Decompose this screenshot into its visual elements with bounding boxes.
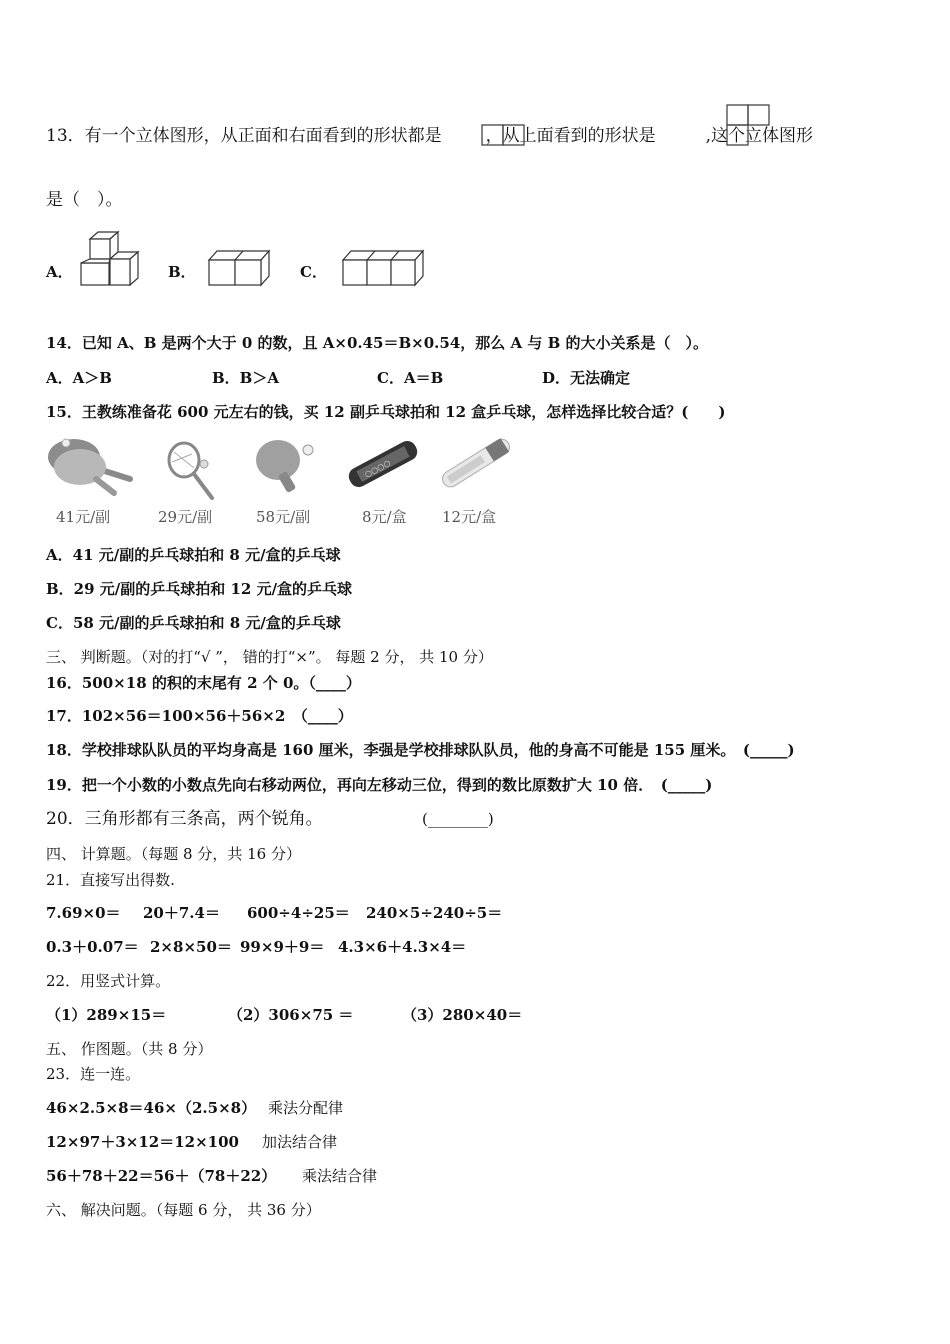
q14-stem: 14．已知 A、B 是两个大于 0 的数，且 A×0.45＝B×0.54，那么 A 与 B 的大小关系是（ ）。 <box>46 334 708 352</box>
cube-figure-b <box>208 250 272 288</box>
price-label-3: 58元/副 <box>256 508 311 526</box>
q13-part1: 13．有一个立体图形，从正面和右面看到的形状都是 <box>46 126 442 146</box>
q18: 18．学校排球队队员的平均身高是 160 厘米，李强是学校排球队队员，他的身高不可能是 155 厘米。 (_____) <box>46 741 795 759</box>
paddle-single-image <box>252 436 324 496</box>
price-label-5: 12元/盒 <box>442 508 497 526</box>
q13-option-c: C． <box>300 263 327 281</box>
q14-option-a: A．A＞B <box>46 369 112 387</box>
q13-line2: 是（ ）。 <box>46 190 123 210</box>
section-3-heading: 三、 判断题。（对的打“√ ”， 错的打“×”。 每题 2 分， 共 10 分） <box>46 648 493 666</box>
ball-tube-light-image <box>436 430 516 496</box>
q23-right-3: 乘法结合律 <box>302 1167 378 1185</box>
q21-r2-c3: 99×9＋9＝ <box>240 938 325 956</box>
q13-part2: ，从上面看到的形状是 <box>485 126 656 146</box>
q23-left-1: 46×2.5×8＝46×（2.5×8） <box>46 1099 257 1117</box>
top-view-figure <box>726 104 770 146</box>
q14-option-c: C．A＝B <box>377 369 444 387</box>
price-label-4: 8元/盒 <box>362 508 407 526</box>
q23-left-3: 56＋78＋22＝56＋（78＋22） <box>46 1167 277 1185</box>
section-6-heading: 六、 解决问题。（每题 6 分， 共 36 分） <box>46 1201 321 1219</box>
q22-item-1: （1）289×15＝ <box>46 1006 167 1024</box>
q15-option-b: B．29 元/副的乒乓球拍和 12 元/盒的乒乓球 <box>46 580 353 598</box>
q22-item-2: （2）306×75 ＝ <box>228 1006 354 1024</box>
svg-text:○○○○: ○○○○ <box>363 458 392 480</box>
paddle-pair-image <box>44 435 136 497</box>
q13-option-a: A． <box>46 263 73 281</box>
q21-r1-c4: 240×5÷240÷5＝ <box>366 904 503 922</box>
q14-option-d: D．无法确定 <box>542 369 631 387</box>
q16: 16．500×18 的积的末尾有 2 个 0。（____） <box>46 674 361 692</box>
q21-r2-c2: 2×8×50＝ <box>150 938 232 956</box>
q21-r1-c1: 7.69×0＝ <box>46 904 121 922</box>
q21-stem: 21．直接写出得数. <box>46 871 175 889</box>
section-4-heading: 四、 计算题。（每题 8 分，共 16 分） <box>46 845 301 863</box>
paddle-net-image <box>160 440 222 502</box>
q13-part3: ,这个立体图形 <box>705 126 814 146</box>
q20-blank: (________) <box>422 810 494 828</box>
q23-right-2: 加法结合律 <box>262 1133 338 1151</box>
ball-tube-image <box>344 432 422 496</box>
q19: 19．把一个小数的小数点先向右移动两位，再向左移动三位，得到的数比原数扩大 10 倍． (_____) <box>46 776 713 794</box>
q23-stem: 23．连一连。 <box>46 1065 141 1083</box>
q15-option-a: A．41 元/副的乒乓球拍和 8 元/盒的乒乓球 <box>46 546 341 564</box>
q21-r2-c1: 0.3＋0.07＝ <box>46 938 139 956</box>
q23-right-1: 乘法分配律 <box>268 1099 344 1117</box>
q15-option-c: C．58 元/副的乒乓球拍和 8 元/盒的乒乓球 <box>46 614 341 632</box>
q13-line1 <box>46 126 813 146</box>
cube-figure-a <box>80 231 142 287</box>
q23-left-2: 12×97＋3×12＝12×100 <box>46 1133 239 1151</box>
q20: 20．三角形都有三条高，两个锐角。 <box>46 809 323 829</box>
front-view-figure <box>481 124 525 146</box>
price-label-1: 41元/副 <box>56 508 111 526</box>
q22-item-3: （3）280×40＝ <box>402 1006 523 1024</box>
section-5-heading: 五、 作图题。（共 8 分） <box>46 1040 213 1058</box>
q13-option-b: B． <box>168 263 196 281</box>
q15-stem: 15．王教练准备花 600 元左右的钱，买 12 副乒乓球拍和 12 盒乒乓球，怎样选择比较合适？( ) <box>46 403 726 421</box>
q21-r1-c3: 600÷4÷25＝ <box>247 904 350 922</box>
q21-r2-c4: 4.3×6＋4.3×4＝ <box>338 938 467 956</box>
q22-stem: 22．用竖式计算。 <box>46 972 171 990</box>
q17: 17．102×56＝100×56＋56×2 （____） <box>46 707 353 725</box>
price-label-2: 29元/副 <box>158 508 213 526</box>
cube-figure-c <box>342 250 426 288</box>
q21-r1-c2: 20＋7.4＝ <box>143 904 220 922</box>
q14-option-b: B．B＞A <box>212 369 279 387</box>
